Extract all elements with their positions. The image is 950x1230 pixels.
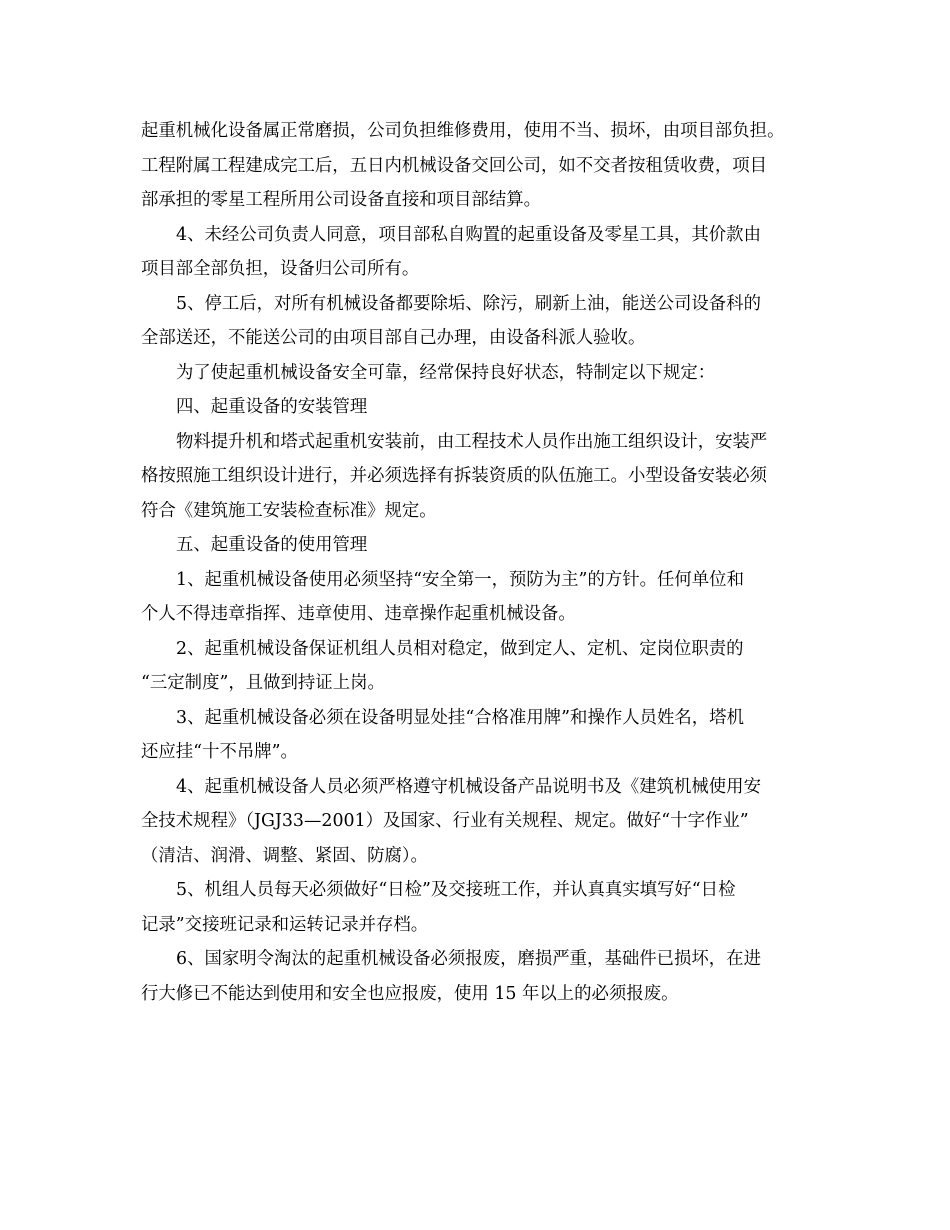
section-heading: 四、起重设备的安装管理 (176, 397, 368, 417)
text-line: 1、起重机械设备使用必须坚持“安全第一，预防为主”的方针。任何单位和 (176, 569, 744, 590)
section-heading: 五、起重设备的使用管理 (176, 535, 368, 555)
document-page (141, 114, 831, 1011)
text-line: “三定制度”，且做到持证上岗。 (141, 673, 385, 693)
text-line: 6、国家明令淘汰的起重机械设备必须报废，磨损严重，基础件已损坏，在进 (176, 949, 761, 969)
text-line: 还应挂“十不吊牌”。 (141, 742, 298, 762)
text-line: 2、起重机械设备保证机组人员相对稳定，做到定人、定机、定岗位职责的 (176, 638, 744, 659)
text-line: 全技术规程》（JGJ33—2001）及国家、行业有关规程、规定。做好“十字作业” (141, 811, 749, 831)
text-line: 符合《建筑施工安装检查标准》规定。 (141, 500, 437, 521)
text-line: 全部送还，不能送公司的由项目部自己办理，由设备科派人验收。 (141, 328, 646, 348)
text-line: 格按照施工组织设计进行，并必须选择有拆装资质的队伍施工。小型设备安装必须 (141, 466, 768, 486)
text-line: 项目部全部负担，设备归公司所有。 (141, 259, 420, 279)
text-line: 4、未经公司负责人同意，项目部私自购置的起重设备及零星工具，其价款由 (176, 224, 761, 245)
text-line: 3、起重机械设备必须在设备明显处挂“合格准用牌”和操作人员姓名，塔机 (176, 707, 744, 728)
text-line: 4、起重机械设备人员必须严格遵守机械设备产品说明书及《建筑机械使用安 (176, 776, 761, 797)
text-line: 个人不得违章指挥、违章使用、违章操作起重机械设备。 (141, 604, 576, 624)
text-line: 5、停工后，对所有机械设备都要除垢、除污，刷新上油，能送公司设备科的 (176, 293, 761, 314)
text-line: 物料提升机和塔式起重机安装前，由工程技术人员作出施工组织设计，安装严 (176, 431, 768, 452)
text-line: 工程附属工程建成完工后，五日内机械设备交回公司，如不交者按租赁收费，项目 (141, 155, 768, 176)
text-line: 部承担的零星工程所用公司设备直接和项目部结算。 (141, 190, 541, 210)
text-line: 记录”交接班记录和运转记录并存档。 (141, 914, 429, 935)
text-line: （清洁、润滑、调整、紧固、防腐）。 (141, 845, 428, 866)
text-line: 为了使起重机械设备安全可靠，经常保持良好状态，特制定以下规定： (176, 362, 716, 383)
text-line: 5、机组人员每天必须做好“日检”及交接班工作，并认真真实填写好“日检 (176, 880, 736, 900)
text-line: 起重机械化设备属正常磨损，公司负担维修费用，使用不当、损坏，由项目部负担。 (141, 121, 785, 141)
text-line: 行大修已不能达到使用和安全也应报废，使用 15 年以上的必须报废。 (141, 983, 679, 1004)
